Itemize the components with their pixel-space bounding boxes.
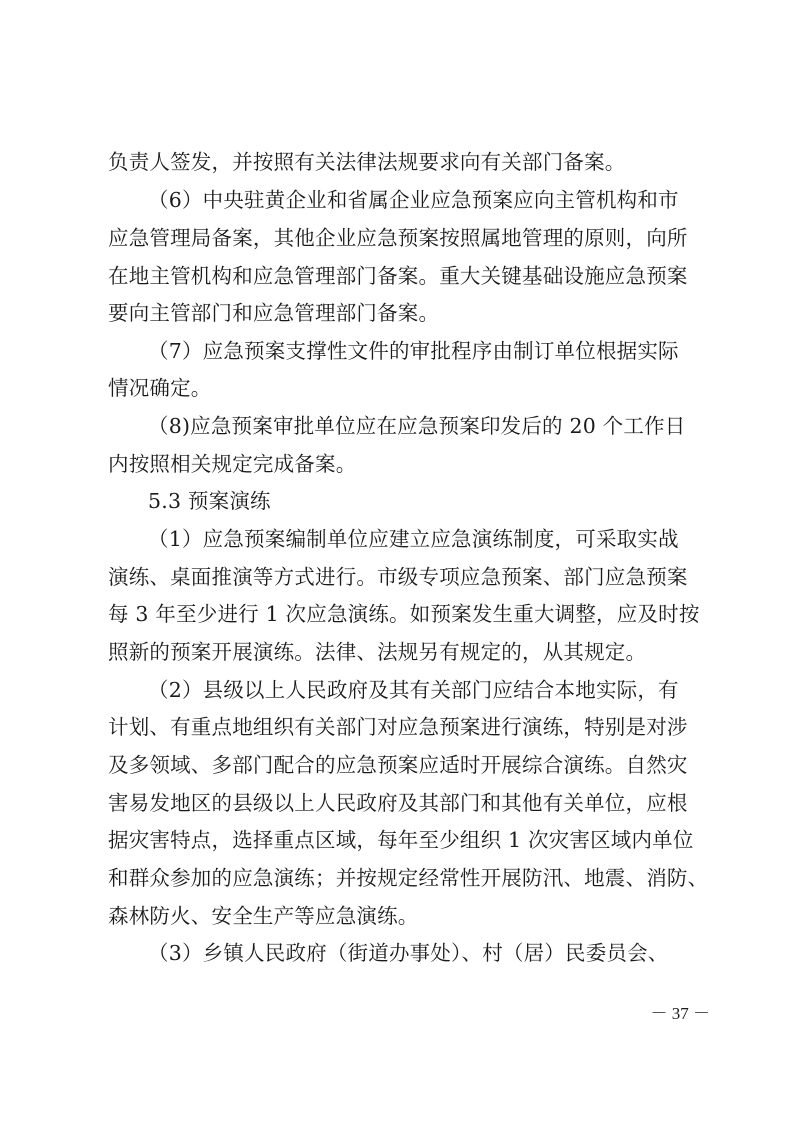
paragraph-line: 害易发地区的县级以上人民政府及其部门和其他有关单位，应根 <box>108 791 688 815</box>
paragraph-line: （3）乡镇人民政府（街道办事处）、村（居）民委员会、 <box>148 941 669 965</box>
paragraph-line: 应急管理局备案，其他企业应急预案按照属地管理的原则，向所 <box>108 226 688 250</box>
paragraph-line: 要向主管部门和应急管理部门备案。 <box>108 301 440 325</box>
paragraph-line: 演练、桌面推演等方式进行。市级专项应急预案、部门应急预案 <box>108 565 688 589</box>
paragraph-line: （8)应急预案审批单位应在应急预案印发后的 20 个工作日 <box>148 414 686 438</box>
paragraph-line: 森林防火、安全生产等应急演练。 <box>108 904 419 928</box>
paragraph-line: （2）县级以上人民政府及其有关部门应结合本地实际，有 <box>148 678 679 702</box>
paragraph-line: 在地主管机构和应急管理部门备案。重大关键基础设施应急预案 <box>108 264 688 288</box>
section-heading: 5.3 预案演练 <box>148 489 271 513</box>
paragraph-line: 每 3 年至少进行 1 次应急演练。如预案发生重大调整，应及时按 <box>108 602 700 626</box>
paragraph-line: 负责人签发，并按照有关法律法规要求向有关部门备案。 <box>108 150 626 174</box>
page-number: － 37 － <box>650 1004 710 1023</box>
paragraph-line: 计划、有重点地组织有关部门对应急预案进行演练，特别是对涉 <box>108 715 688 739</box>
paragraph-line: 据灾害特点，选择重点区域，每年至少组织 1 次灾害区域内单位 <box>108 828 694 852</box>
paragraph-line: （6）中央驻黄企业和省属企业应急预案应向主管机构和市 <box>148 188 679 212</box>
paragraph-line: 和群众参加的应急演练；并按规定经常性开展防汛、地震、消防、 <box>108 866 709 890</box>
paragraph-line: 及多领域、多部门配合的应急预案应适时开展综合演练。自然灾 <box>108 753 688 777</box>
paragraph-line: 情况确定。 <box>108 376 212 400</box>
paragraph-line: （7）应急预案支撑性文件的审批程序由制订单位根据实际 <box>148 339 679 363</box>
paragraph-line: 照新的预案开展演练。法律、法规另有规定的，从其规定。 <box>108 640 647 664</box>
paragraph-line: （1）应急预案编制单位应建立应急演练制度，可采取实战 <box>148 527 679 551</box>
paragraph-line: 内按照相关规定完成备案。 <box>108 452 357 476</box>
